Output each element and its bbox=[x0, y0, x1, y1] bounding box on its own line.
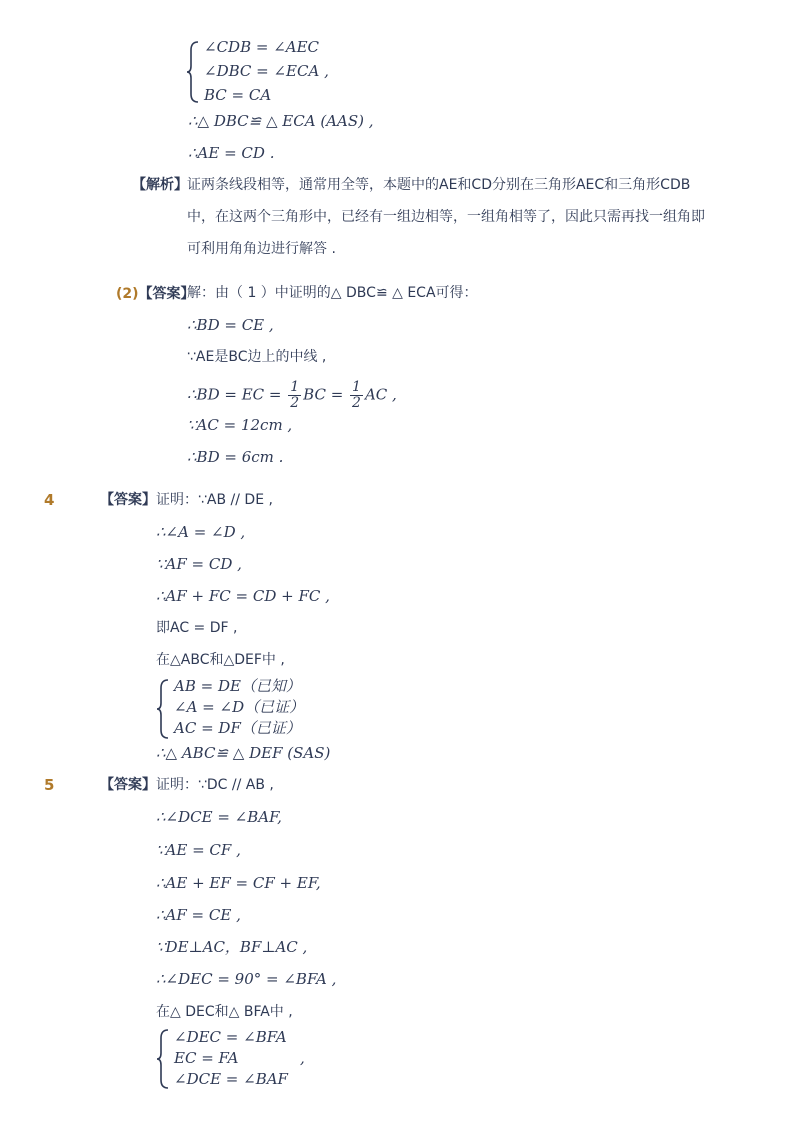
system-line-2: ∠DBC = ∠ECA , bbox=[204, 62, 329, 80]
question-5-line-first: 证明：∵DC // AB , bbox=[156, 777, 274, 793]
equation-part-c: AC , bbox=[364, 385, 397, 404]
question-5-system-line-2: EC = FA bbox=[174, 1049, 239, 1067]
question-5-line-7: 在△ DEC和△ BFA中 , bbox=[156, 1004, 293, 1020]
part-2-line-5: ∴BD = 6cm . bbox=[187, 448, 284, 466]
conclusion-line-1: ∴△ DBC≌ △ ECA (AAS) , bbox=[188, 112, 374, 130]
question-5-line-3: ∴AE + EF = CF + EF, bbox=[156, 874, 321, 892]
fraction-denominator-2: 2 bbox=[352, 395, 361, 411]
fraction-numerator-2: 1 bbox=[352, 379, 361, 395]
question-4-line-3: ∴AF + FC = CD + FC , bbox=[156, 587, 330, 605]
system-line-1: ∠CDB = ∠AEC bbox=[204, 38, 320, 56]
question-5-line-2: ∵AE = CF , bbox=[156, 841, 241, 859]
part-2-header bbox=[116, 284, 195, 303]
question-4-line-2: ∵AF = CD , bbox=[156, 555, 242, 573]
conclusion-line-2: ∴AE = CD . bbox=[188, 144, 275, 162]
question-5-line-1: ∴∠DCE = ∠BAF, bbox=[156, 808, 282, 826]
question-5-line-6: ∴∠DEC = 90° = ∠BFA , bbox=[156, 970, 337, 988]
equation-part-b: BC = bbox=[303, 385, 349, 404]
question-5-number: 5 bbox=[44, 776, 55, 794]
analysis-line-3: 可利用角角边进行解答 . bbox=[187, 241, 336, 257]
left-brace bbox=[156, 1028, 170, 1090]
question-5-line-4: ∴AF = CE , bbox=[156, 906, 241, 924]
question-4-conclusion: ∴△ ABC≌ △ DEF (SAS) bbox=[156, 744, 331, 762]
equation-part-a: ∴BD = EC = bbox=[187, 385, 287, 404]
question-4-line-5: 在△ABC和△DEF中 , bbox=[156, 652, 285, 668]
fraction-half bbox=[288, 380, 301, 411]
fraction-denominator: 2 bbox=[290, 395, 300, 411]
system-line-3: BC = CA bbox=[204, 86, 272, 104]
question-4-line-4: 即AC = DF , bbox=[156, 620, 238, 636]
part-2-label: (2) bbox=[116, 286, 139, 302]
question-4-line-1: ∴∠A = ∠D , bbox=[156, 523, 246, 541]
analysis-line-2: 中，在这两个三角形中，已经有一组边相等，一组角相等了，因此只需再找一组角即 bbox=[187, 209, 705, 225]
left-brace bbox=[186, 40, 200, 104]
part-2-line-4: ∵AC = 12cm , bbox=[187, 416, 293, 434]
fraction-half-2 bbox=[350, 380, 363, 411]
question-5-line-5: ∵DE⊥AC，BF⊥AC , bbox=[156, 938, 308, 956]
question-5-system-line-1: ∠DEC = ∠BFA bbox=[174, 1028, 287, 1046]
part-2-line-1: ∴BD = CE , bbox=[187, 316, 274, 334]
answer-tag: 【答案】 bbox=[138, 286, 195, 302]
question-4-system-line-3: AC = DF（已证） bbox=[174, 719, 301, 737]
part-2-line-3 bbox=[187, 380, 397, 411]
analysis-line-1: 证两条线段相等，通常用全等，本题中的AE和CD分别在三角形AEC和三角形CDB bbox=[187, 177, 691, 193]
question-4-line-first: 证明：∵AB // DE , bbox=[156, 492, 273, 508]
question-4-number: 4 bbox=[44, 491, 55, 509]
question-5-system-line-3: ∠DCE = ∠BAF bbox=[174, 1070, 288, 1088]
analysis-tag: 【解析】 bbox=[132, 177, 188, 193]
question-5-answer-tag: 【答案】 bbox=[100, 777, 156, 793]
fraction-numerator: 1 bbox=[290, 379, 300, 395]
part-2-intro: 解：由（ 1 ）中证明的△ DBC≌ △ ECA可得： bbox=[187, 285, 478, 301]
question-4-system-line-2: ∠A = ∠D（已证） bbox=[174, 698, 305, 716]
left-brace bbox=[156, 678, 170, 740]
question-5-system-comma: , bbox=[300, 1049, 305, 1067]
question-4-system-line-1: AB = DE（已知） bbox=[174, 677, 301, 695]
question-4-answer-tag: 【答案】 bbox=[100, 492, 156, 508]
part-2-line-2: ∵AE是BC边上的中线 , bbox=[187, 349, 327, 365]
